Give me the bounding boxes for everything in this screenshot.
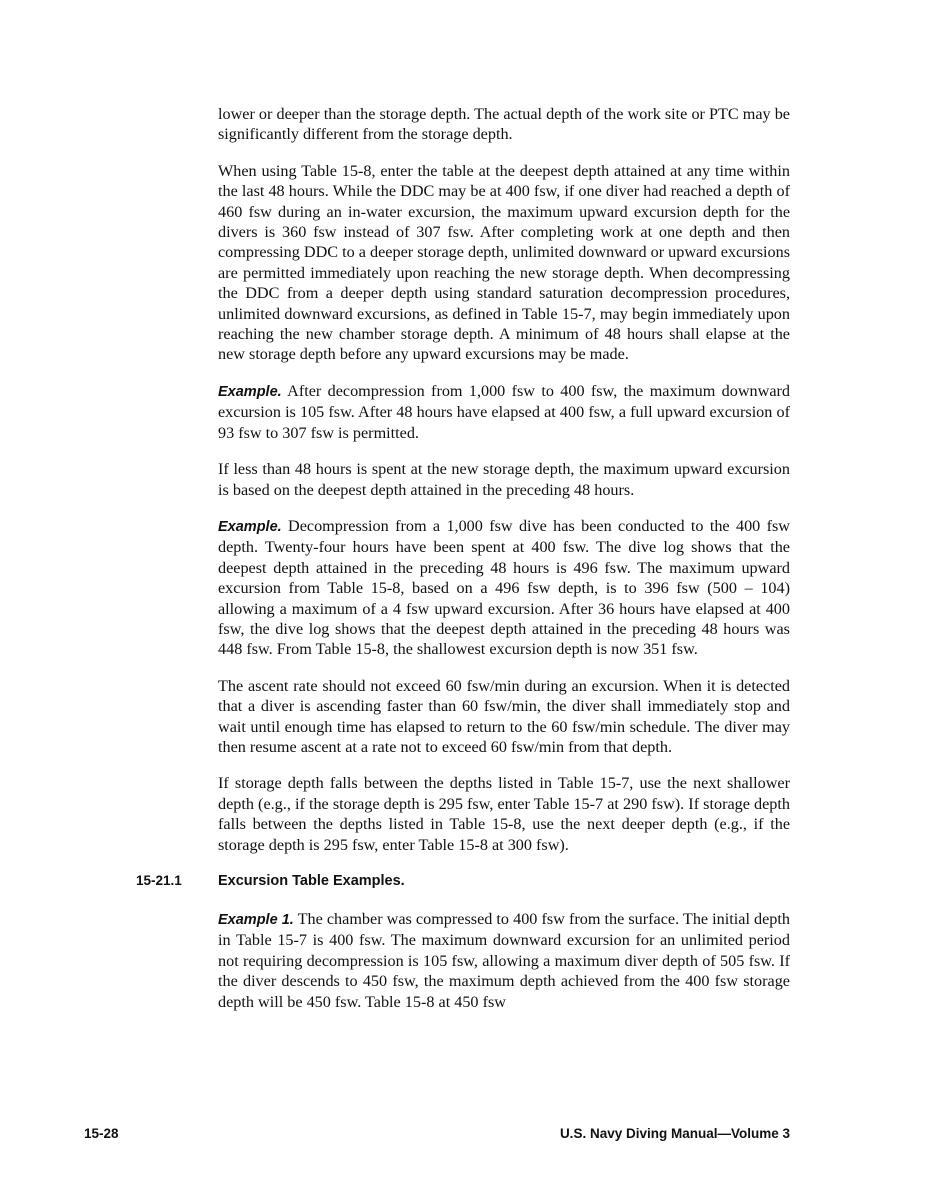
page-number: 15-28: [84, 1126, 119, 1141]
example-paragraph: [218, 909, 790, 1012]
example-lead: Example.: [218, 518, 282, 535]
example-lead: Example.: [218, 383, 282, 400]
paragraph: lower or deeper than the storage depth. The actual depth of the work site or PTC may be significantly different from the storage depth.: [218, 105, 790, 144]
paragraph: If storage depth falls between the depths listed in Table 15-7, use the next shallower depth (e.g., if the storage depth is 295 fsw, enter Table 15-7 at 290 fsw). If storage depth falls between the depths listed in Table 15-8, use the next deeper depth (e.g., if the storage depth is 295 fsw, enter Table 15-8 at 300 fsw).: [218, 774, 790, 854]
section-heading: [136, 871, 790, 891]
example-paragraph: [218, 516, 790, 660]
section-number: 15-21.1: [136, 873, 182, 888]
paragraph: If less than 48 hours is spent at the new storage depth, the maximum upward excursion is based on the deepest depth attained in the preceding 48 hours.: [218, 460, 790, 499]
example-text: The chamber was compressed to 400 fsw from the surface. The initial depth in Table 15-7 is 400 fsw. The maximum downward excursion for an unlimited period not requiring decompression is 105 fsw, allowing a maximum diver depth of 505 fsw. If the diver descends to 450 fsw, the maximum depth achieved from the 400 fsw storage depth will be 450 fsw. Table 15-8 at 450 fsw: [218, 910, 790, 1011]
example-text: Decompression from a 1,000 fsw dive has been conducted to the 400 fsw depth. Twenty-four hours have been spent at 400 fsw. The dive log shows that the deepest depth attained in the preceding 48 hours is 496 fsw. The maximum upward excursion from Table 15-8, based on a 496 fsw depth, is to 396 fsw (500 – 104) allowing a maximum of a 4 fsw upward excursion. After 36 hours have elapsed at 400 fsw, the dive log shows that the deepest depth attained in the preceding 48 hours was 448 fsw. From Table 15-8, the shallowest excursion depth is now 351 fsw.: [218, 516, 790, 659]
paragraph: The ascent rate should not exceed 60 fsw/min during an excursion. When it is detected that a diver is ascending faster than 60 fsw/min, the diver shall immediately stop and wait until enough time has elapsed to return to the 60 fsw/min schedule. The diver may then resume ascent at a rate not to exceed 60 fsw/min from that depth.: [218, 676, 790, 756]
paragraph: When using Table 15-8, enter the table at the deepest depth attained at any time within the last 48 hours. While the DDC may be at 400 fsw, if one diver had reached a depth of 460 fsw during an in-water excursion, the maximum upward excursion depth for the divers is 360 fsw instead of 307 fsw. After completing work at one depth and then compressing DDC to a deeper storage depth, unlimited downward or upward excursions are permitted immediately upon reaching the new storage depth. When decompressing the DDC from a deeper depth using standard saturation decompression procedures, unlimited downward excursions, as defined in Table 15-7, may begin immediately upon reaching the new chamber storage depth. A minimum of 48 hours shall elapse at the new storage depth before any upward excursions may be made.: [218, 161, 790, 364]
example-lead: Example 1.: [218, 912, 294, 928]
example-text: After decompression from 1,000 fsw to 400 fsw, the maximum downward excursion is 105 fsw. After 48 hours have elapsed at 400 fsw, a full upward excursion of 93 fsw to 307 fsw is permitted.: [218, 381, 790, 442]
example-paragraph: [218, 381, 790, 443]
section-title: Excursion Table Examples.: [218, 873, 405, 889]
manual-title: U.S. Navy Diving Manual—Volume 3: [559, 1126, 790, 1141]
body-content: [136, 104, 790, 1028]
